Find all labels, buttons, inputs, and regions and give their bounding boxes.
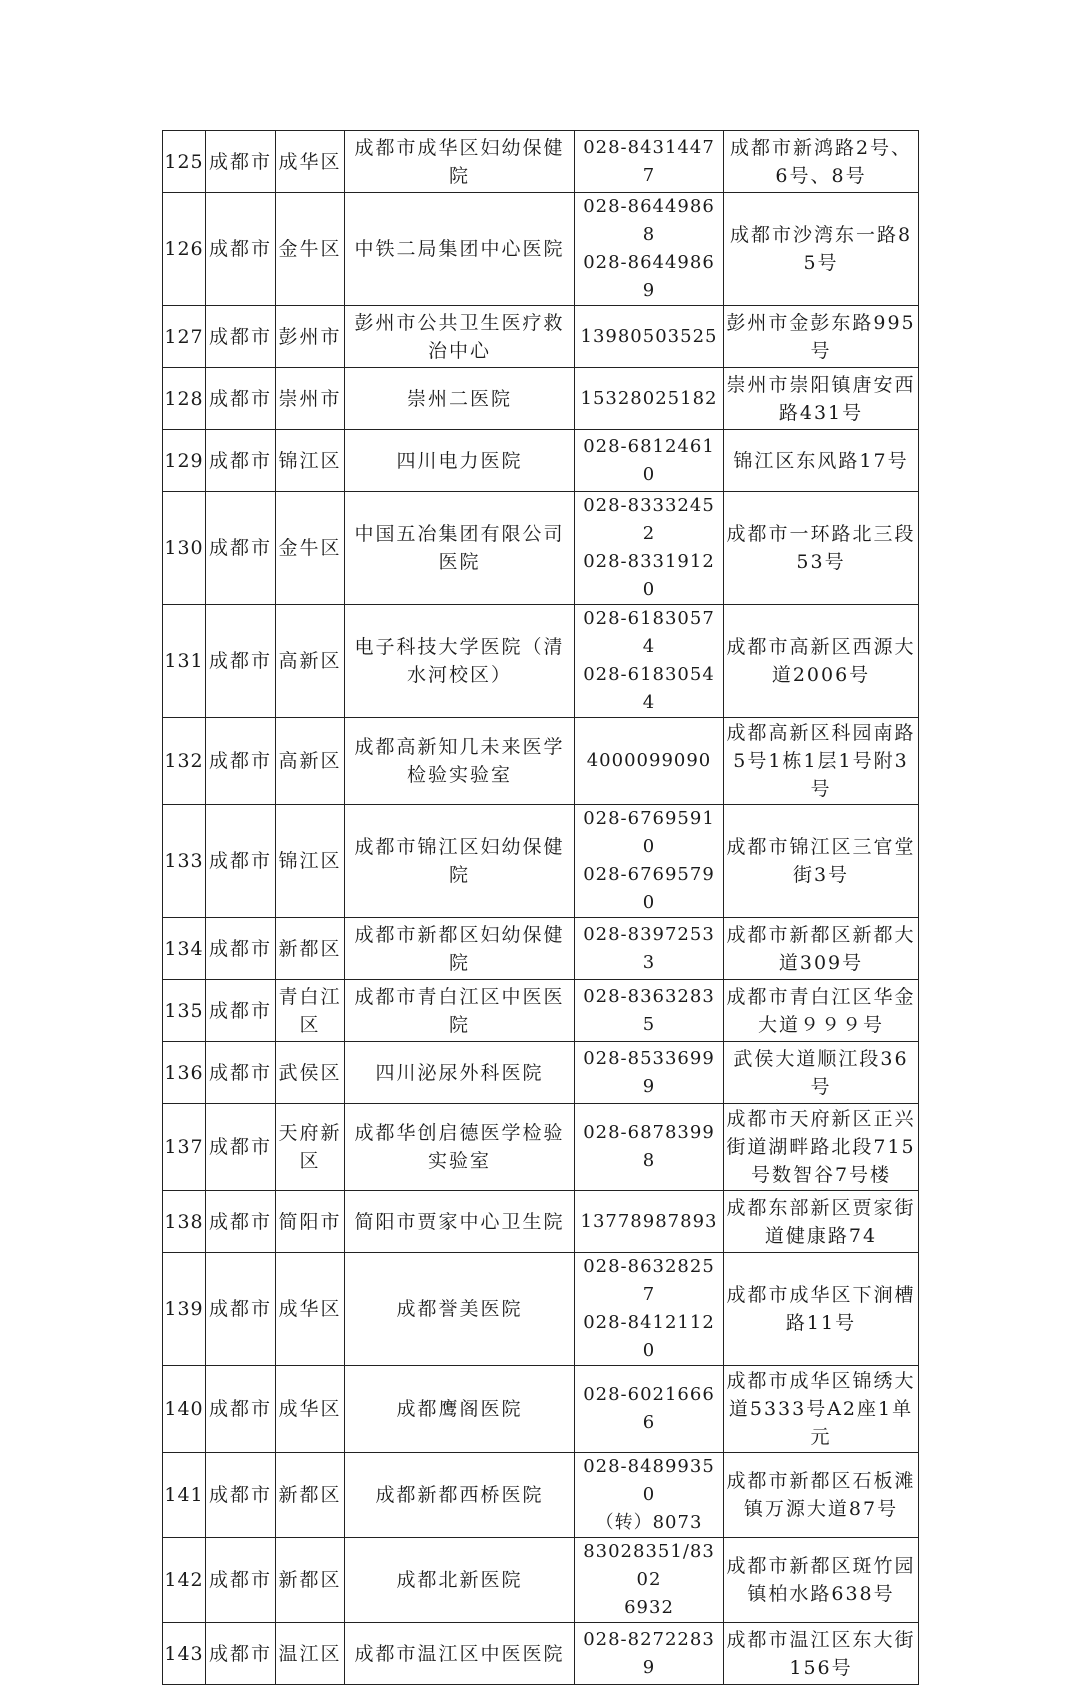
phone-cell: [575, 193, 724, 306]
institution-name-cell: 崇州二医院: [345, 368, 575, 430]
phone-line: 028-83332452: [583, 495, 715, 544]
district-cell: 青白江区: [276, 980, 345, 1042]
phone-cell: [575, 1042, 724, 1104]
phone-cell: [575, 805, 724, 918]
row-number-cell: 128: [163, 368, 206, 430]
table-row: [163, 368, 919, 430]
institution-name-cell: 成都市成华区妇幼保健院: [345, 131, 575, 193]
table-row: [163, 605, 919, 718]
phone-line: 028-85336999: [583, 1047, 715, 1097]
phone-cell: [575, 918, 724, 980]
table-row: [163, 492, 919, 605]
city-cell: 成都市: [206, 492, 276, 605]
table-row: [163, 1042, 919, 1104]
table-row: [163, 1191, 919, 1253]
table-row: [163, 1538, 919, 1623]
phone-line: 028-67695910: [583, 808, 715, 857]
address-cell: 锦江区东风路17号: [724, 430, 919, 492]
city-cell: 成都市: [206, 306, 276, 368]
institution-name-cell: 四川泌尿外科医院: [345, 1042, 575, 1104]
city-cell: 成都市: [206, 605, 276, 718]
table-row: [163, 1453, 919, 1538]
phone-line: 15328025182: [580, 387, 718, 409]
address-cell: 成都市成华区锦绣大道5333号A2座1单元: [724, 1366, 919, 1453]
table-row: [163, 131, 919, 193]
institution-name-cell: 简阳市贾家中心卫生院: [345, 1191, 575, 1253]
phone-line: 028-61830574: [583, 608, 715, 657]
city-cell: 成都市: [206, 1253, 276, 1366]
phone-cell: [575, 492, 724, 605]
city-cell: 成都市: [206, 193, 276, 306]
phone-cell: [575, 131, 724, 193]
address-cell: 成都市一环路北三段53号: [724, 492, 919, 605]
phone-cell: [575, 1453, 724, 1538]
address-cell: 成都市锦江区三官堂街3号: [724, 805, 919, 918]
city-cell: 成都市: [206, 918, 276, 980]
district-cell: 锦江区: [276, 805, 345, 918]
address-cell: 武侯大道顺江段36号: [724, 1042, 919, 1104]
table-row: [163, 1366, 919, 1453]
row-number-cell: 131: [163, 605, 206, 718]
phone-line: 028-60216666: [583, 1384, 715, 1433]
city-cell: 成都市: [206, 1042, 276, 1104]
phone-line: （转）8073: [595, 1512, 703, 1533]
phone-line: 028-86449868: [583, 196, 715, 245]
clinic-table-body: [163, 131, 919, 1685]
district-cell: 成华区: [276, 1253, 345, 1366]
city-cell: 成都市: [206, 718, 276, 805]
district-cell: 彭州市: [276, 306, 345, 368]
address-cell: 成都市新都区斑竹园镇柏水路638号: [724, 1538, 919, 1623]
address-cell: 成都市温江区东大街156号: [724, 1623, 919, 1685]
institution-name-cell: 成都北新医院: [345, 1538, 575, 1623]
institution-name-cell: 四川电力医院: [345, 430, 575, 492]
phone-line: 13778987893: [580, 1210, 718, 1232]
phone-line: 83028351/8302: [583, 1541, 715, 1590]
city-cell: 成都市: [206, 1104, 276, 1191]
city-cell: 成都市: [206, 1191, 276, 1253]
table-row: [163, 1104, 919, 1191]
phone-line: 028-84314477: [583, 136, 715, 186]
phone-cell: [575, 430, 724, 492]
city-cell: 成都市: [206, 1623, 276, 1685]
city-cell: 成都市: [206, 1453, 276, 1538]
table-row: [163, 918, 919, 980]
row-number-cell: 129: [163, 430, 206, 492]
row-number-cell: 135: [163, 980, 206, 1042]
district-cell: 新都区: [276, 1453, 345, 1538]
row-number-cell: 138: [163, 1191, 206, 1253]
city-cell: 成都市: [206, 1366, 276, 1453]
table-row: [163, 193, 919, 306]
institution-name-cell: 成都誉美医院: [345, 1253, 575, 1366]
address-cell: 彭州市金彭东路995号: [724, 306, 919, 368]
row-number-cell: 134: [163, 918, 206, 980]
district-cell: 简阳市: [276, 1191, 345, 1253]
address-cell: 成都市成华区下涧槽路11号: [724, 1253, 919, 1366]
table-row: [163, 718, 919, 805]
institution-name-cell: 成都高新知几未来医学检验实验室: [345, 718, 575, 805]
phone-cell: [575, 1538, 724, 1623]
address-cell: 成都市新都区石板滩镇万源大道87号: [724, 1453, 919, 1538]
institution-name-cell: 成都市青白江区中医医院: [345, 980, 575, 1042]
institution-name-cell: 成都华创启德医学检验实验室: [345, 1104, 575, 1191]
phone-line: 028-61830544: [583, 664, 715, 713]
phone-line: 6932: [624, 1597, 674, 1618]
address-cell: 成都市天府新区正兴街道湖畔路北段715号数智谷7号楼: [724, 1104, 919, 1191]
table-row: [163, 1253, 919, 1366]
address-cell: 成都市沙湾东一路85号: [724, 193, 919, 306]
phone-cell: [575, 718, 724, 805]
table-row: [163, 1623, 919, 1685]
address-cell: 成都市高新区西源大道2006号: [724, 605, 919, 718]
city-cell: 成都市: [206, 368, 276, 430]
district-cell: 武侯区: [276, 1042, 345, 1104]
row-number-cell: 125: [163, 131, 206, 193]
district-cell: 新都区: [276, 918, 345, 980]
city-cell: 成都市: [206, 1538, 276, 1623]
phone-cell: [575, 368, 724, 430]
institution-name-cell: 成都市新都区妇幼保健院: [345, 918, 575, 980]
phone-line: 028-68783998: [583, 1122, 715, 1171]
phone-line: 028-82722839: [583, 1628, 715, 1678]
phone-cell: [575, 1623, 724, 1685]
district-cell: 高新区: [276, 605, 345, 718]
district-cell: 金牛区: [276, 492, 345, 605]
row-number-cell: 140: [163, 1366, 206, 1453]
address-cell: 成都市青白江区华金大道９９９号: [724, 980, 919, 1042]
table-row: [163, 980, 919, 1042]
phone-line: 028-84899350: [583, 1456, 715, 1505]
row-number-cell: 130: [163, 492, 206, 605]
institution-name-cell: 成都市锦江区妇幼保健院: [345, 805, 575, 918]
row-number-cell: 142: [163, 1538, 206, 1623]
phone-cell: [575, 1191, 724, 1253]
district-cell: 金牛区: [276, 193, 345, 306]
phone-line: 028-83632835: [583, 985, 715, 1035]
city-cell: 成都市: [206, 430, 276, 492]
institution-name-cell: 电子科技大学医院（清水河校区）: [345, 605, 575, 718]
district-cell: 新都区: [276, 1538, 345, 1623]
phone-line: 028-86328257: [583, 1256, 715, 1305]
district-cell: 温江区: [276, 1623, 345, 1685]
row-number-cell: 127: [163, 306, 206, 368]
phone-cell: [575, 1366, 724, 1453]
row-number-cell: 137: [163, 1104, 206, 1191]
phone-line: 028-83319120: [583, 551, 715, 600]
row-number-cell: 141: [163, 1453, 206, 1538]
address-cell: 成都东部新区贾家街道健康路74: [724, 1191, 919, 1253]
phone-line: 13980503525: [580, 325, 718, 347]
table-row: [163, 430, 919, 492]
address-cell: 成都市新都区新都大道309号: [724, 918, 919, 980]
district-cell: 成华区: [276, 1366, 345, 1453]
district-cell: 高新区: [276, 718, 345, 805]
row-number-cell: 139: [163, 1253, 206, 1366]
row-number-cell: 132: [163, 718, 206, 805]
address-cell: 成都市新鸿路2号、6号、8号: [724, 131, 919, 193]
institution-name-cell: 中铁二局集团中心医院: [345, 193, 575, 306]
address-cell: 崇州市崇阳镇唐安西路431号: [724, 368, 919, 430]
city-cell: 成都市: [206, 805, 276, 918]
phone-cell: [575, 1104, 724, 1191]
city-cell: 成都市: [206, 980, 276, 1042]
row-number-cell: 136: [163, 1042, 206, 1104]
phone-line: 4000099090: [586, 750, 712, 771]
table-row: [163, 306, 919, 368]
institution-name-cell: 成都市温江区中医医院: [345, 1623, 575, 1685]
phone-line: 028-86449869: [583, 252, 715, 301]
clinic-table: [162, 130, 919, 1685]
phone-cell: [575, 980, 724, 1042]
phone-line: 028-83972533: [583, 923, 715, 973]
phone-line: 028-68124610: [583, 435, 715, 485]
district-cell: 天府新区: [276, 1104, 345, 1191]
phone-cell: [575, 306, 724, 368]
institution-name-cell: 成都新都西桥医院: [345, 1453, 575, 1538]
city-cell: 成都市: [206, 131, 276, 193]
institution-name-cell: 彭州市公共卫生医疗救治中心: [345, 306, 575, 368]
phone-line: 028-84121120: [583, 1312, 715, 1361]
phone-line: 028-67695790: [583, 864, 715, 913]
row-number-cell: 126: [163, 193, 206, 306]
district-cell: 锦江区: [276, 430, 345, 492]
institution-name-cell: 中国五冶集团有限公司医院: [345, 492, 575, 605]
table-row: [163, 805, 919, 918]
row-number-cell: 133: [163, 805, 206, 918]
phone-cell: [575, 605, 724, 718]
phone-cell: [575, 1253, 724, 1366]
institution-name-cell: 成都鹰阁医院: [345, 1366, 575, 1453]
row-number-cell: 143: [163, 1623, 206, 1685]
district-cell: 成华区: [276, 131, 345, 193]
district-cell: 崇州市: [276, 368, 345, 430]
address-cell: 成都高新区科园南路5号1栋1层1号附3号: [724, 718, 919, 805]
